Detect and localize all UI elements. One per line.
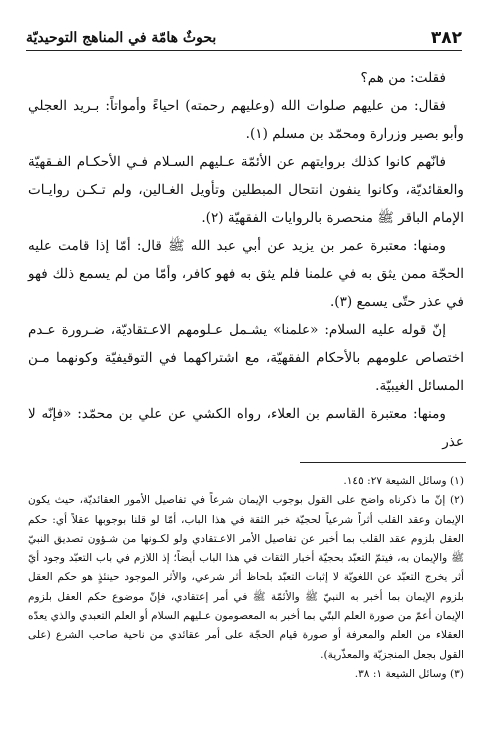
footnote: (٢) إنّ ما ذكرناه واضح على القول بوجوب الإيمان شرعاً في تفاصيل الأمور العقائديّة، حيث يكون الإيمان وعقد القلب أثراً شرعياً لحجيّة خبر الثقة في هذا الباب، أمّا لو قلنا بوجوبها عقلاً أي: حكم العقل بلزوم عقد القلب بما أخبر عن تفاصيل الأمر الاعـتقادي ولو لكـونها من شـؤون تصديق النبيّ ﷺ والإيمان به، فيتمّ التعبّد بحجيّة أخبار الثقات في هذا الباب أيضاً؛ إذ اللازم في باب التعبّد وجود أيّ أثر يخرج التعبّد عن اللغويّة لا إثبات التعبّد بلحاظ أثر شرعي، والأثر الموجود حينئذٍ هو حكم العقل بلزوم الإيمان بما أخبر به النبيّ ﷺ والأئمّة ﷺ في أمر إعتقادي، فإنّ موضوع حكم العقل بلزوم الإيمان أعمّ من صورة العلم البتّي بما أخبر به المعصومون عـليهم السلام أو العلم التعبدي والذي يعدّه العقلاء من العلم والمعرفة أو صورة قيام الحجّة على أمر عقائدي من ناحية صاحب الشرع (على القول بجعل المنجزيّة والمعذّرية). <box>28 494 464 661</box>
footnotes <box>28 472 464 684</box>
paragraph: فقلت: من هم؟ <box>360 70 446 86</box>
footnote: (١) وسائل الشيعة ٢٧: ١٤٥. <box>343 475 464 487</box>
page-number: ٣٨٢ <box>430 28 462 48</box>
running-header <box>26 26 462 51</box>
paragraph: إنّ قوله عليه السلام: «علمنا» يشـمل عـلومهم الاعـتقاديّة، ضـرورة عـدم اختصاص علومهم بالأحكام الفقهيّة، مع اشتراكهما في التوقيفيّة وكونهما مـن المسائل الغيبيّة. <box>28 322 464 394</box>
paragraph: ومنها: معتبرة عمر بن يزيد عن أبي عبد الله ﷺ قال: أمّا إذا قامت عليه الحجّة ممن يثق به في علمنا فلم يثق به فهو كافر، وأمّا من لم يسمع ذلك فهو في عذر حتّى يسمع (٣). <box>28 238 464 310</box>
running-title: بحوثٌ هامّة في المناهج التوحيديّة <box>26 30 217 46</box>
paragraph: فانّهم كانوا كذلك بروايتهم عن الأئمّة عـليهم السـلام فـي الأحكـام الفـقهيّة والعقائديّة، وكانوا ينفون انتحال المبطلين وتأويل الغـالين، ولم تـكـن روايـات الإمام الباقر ﷺ منحصرة بالروايات الفقهيّة (٢). <box>28 154 464 226</box>
footnote-separator <box>300 462 466 463</box>
paragraph: ومنها: معتبرة القاسم بن العلاء، رواه الكشي عن علي بن محمّد: «فإنّه لا عذر <box>28 406 464 450</box>
paragraph: فقال: من عليهم صلوات الله (وعليهم رحمته) احياءً وأمواتاً: بـريد العجلي وأبو بصير وزرارة ومحمّد بن مسلم (١). <box>28 98 464 142</box>
footnote: (٣) وسائل الشيعة ١: ٣٨. <box>354 667 464 680</box>
main-text <box>28 64 464 456</box>
